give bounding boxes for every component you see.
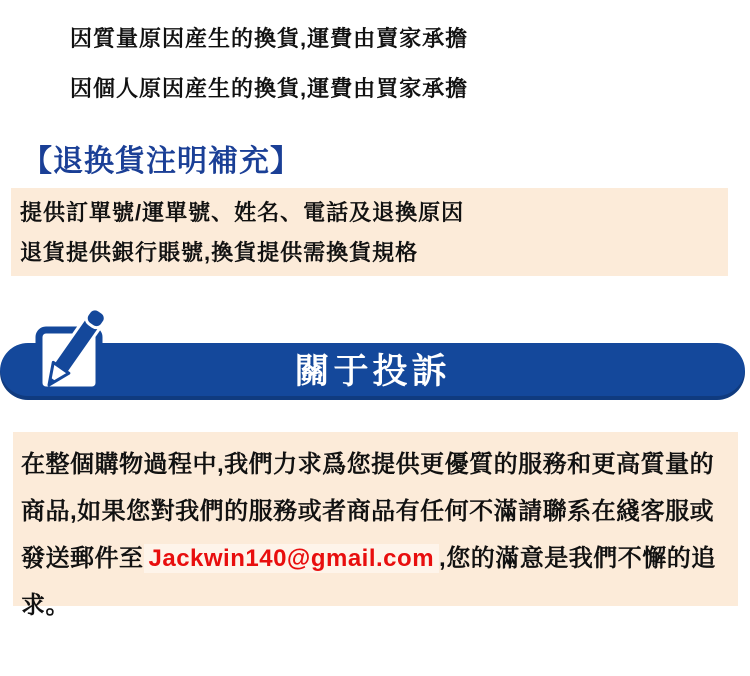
policy-line-personal: 因個人原因産生的換貨,運費由買家承擔: [70, 76, 469, 101]
supplement-line-bank-info: 退貨提供銀行賬號,換貨提供需換貨規格: [20, 240, 419, 265]
supplement-line-order-info: 提供訂單號/運單號、姓名、電話及退換原因: [20, 200, 465, 225]
supplement-info-box: [11, 188, 728, 276]
complaint-info-box: [13, 432, 738, 619]
complaint-text-suffix: ,您的滿意是我們不懈的追求。: [21, 545, 716, 619]
complaint-paragraph: [21, 441, 726, 629]
complaint-banner: [0, 343, 745, 400]
support-email-link[interactable]: Jackwin140@gmail.com: [144, 544, 440, 573]
complaint-banner-title: 關于投訴: [294, 352, 451, 391]
complaint-text-prefix: 在整個購物過程中,我們力求爲您提供更優質的服務和更高質量的商品,如果您對我們的服務或者商品有任何不滿請聯系在綫客服或發送郵件至: [21, 451, 715, 572]
pencil-note-icon: [34, 302, 118, 396]
supplement-heading: 【退换貨注明補充】: [22, 145, 301, 178]
policy-line-quality: 因質量原因産生的換貨,運費由賣家承擔: [70, 26, 469, 51]
